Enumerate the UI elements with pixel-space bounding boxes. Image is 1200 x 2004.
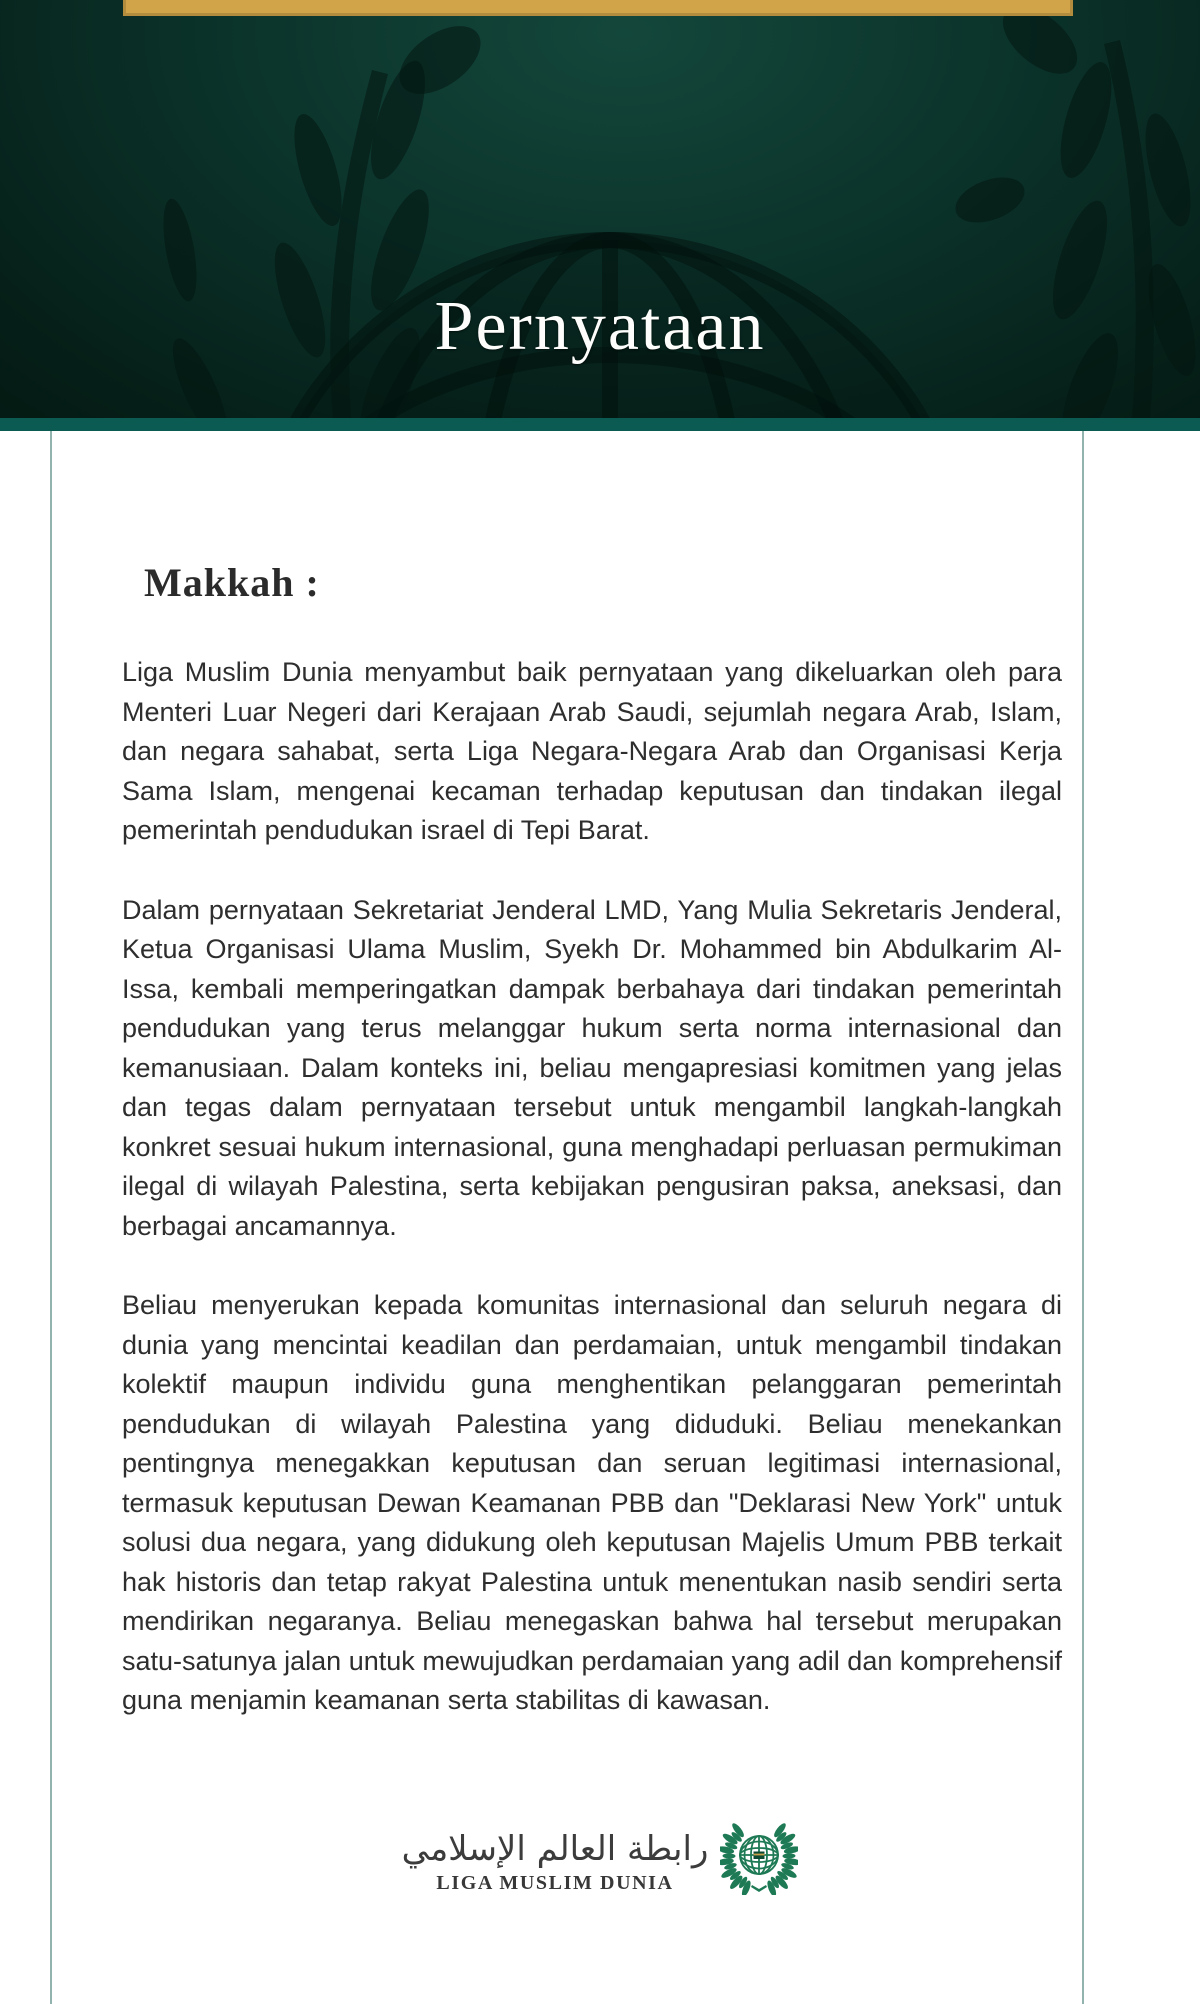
statement-paragraph: Dalam pernyataan Sekretariat Jenderal LMD, Yang Mulia Sekretaris Jenderal, Ketua Organisasi Ulama Muslim, Syekh Dr. Mohammed bin Abdulkarim Al-Issa, kembali memperingatkan dampak berbahaya dari tindakan pemerintah pendudukan yang terus melanggar hukum serta norma internasional dan kemanusiaan. Dalam konteks ini, beliau mengapresiasi komitmen yang jelas dan tegas dalam pernyataan tersebut untuk mengambil langkah-langkah konkret sesuai hukum internasional, guna menghadapi perluasan permukiman ilegal di wilayah Palestina, serta kebijakan pengusiran paksa, aneksasi, dan berbagai ancamannya. — [122, 894, 1062, 1241]
page-title: Pernyataan — [434, 288, 766, 365]
card-right-border — [1082, 431, 1084, 2004]
teal-divider-band — [0, 418, 1200, 431]
organization-logo — [0, 1815, 1200, 1895]
gold-accent-bar — [123, 0, 1073, 16]
statement-paragraph: Beliau menyerukan kepada komunitas internasional dan seluruh negara di dunia yang mencintai keadilan dan perdamaian, untuk mengambil tindakan kolektif maupun individu guna menghentikan pelanggaran pemerintah pendudukan di wilayah Palestina yang diduduki. Beliau menekankan pentingnya menegakkan keputusan dan seruan legitimasi internasional, termasuk keputusan Dewan Keamanan PBB dan "Deklarasi New York" untuk solusi dua negara, yang didukung oleh keputusan Majelis Umum PBB terkait hak historis dan tetap rakyat Palestina untuk menentukan nasib sendiri serta mendirikan negaranya. Beliau menegaskan bahwa hal tersebut merupakan satu-satunya jalan untuk mewujudkan perdamaian yang adil dan komprehensif guna menjamin keamanan serta stabilitas di kawasan. — [122, 1290, 1062, 1715]
card-left-border — [50, 431, 52, 2004]
logo-wordmark — [402, 1828, 709, 1896]
statement-content — [122, 431, 1062, 1721]
mwl-globe-wreath-emblem-icon — [720, 1815, 798, 1895]
dateline-heading: Makkah : — [144, 560, 320, 605]
logo-arabic-calligraphy: رابطة العالم الإسلامي — [401, 1828, 709, 1869]
header-banner — [0, 0, 1200, 418]
logo-org-name: LIGA MUSLIM DUNIA — [436, 1872, 674, 1894]
statement-card — [0, 431, 1200, 2004]
statement-paragraph: Liga Muslim Dunia menyambut baik pernyataan yang dikeluarkan oleh para Menteri Luar Negeri dari Kerajaan Arab Saudi, sejumlah negara Arab, Islam, dan negara sahabat, serta Liga Negara-Negara Arab dan Organisasi Kerja Sama Islam, mengenai kecaman terhadap keputusan dan tindakan ilegal pemerintah pendudukan israel di Tepi Barat. — [122, 657, 1062, 845]
